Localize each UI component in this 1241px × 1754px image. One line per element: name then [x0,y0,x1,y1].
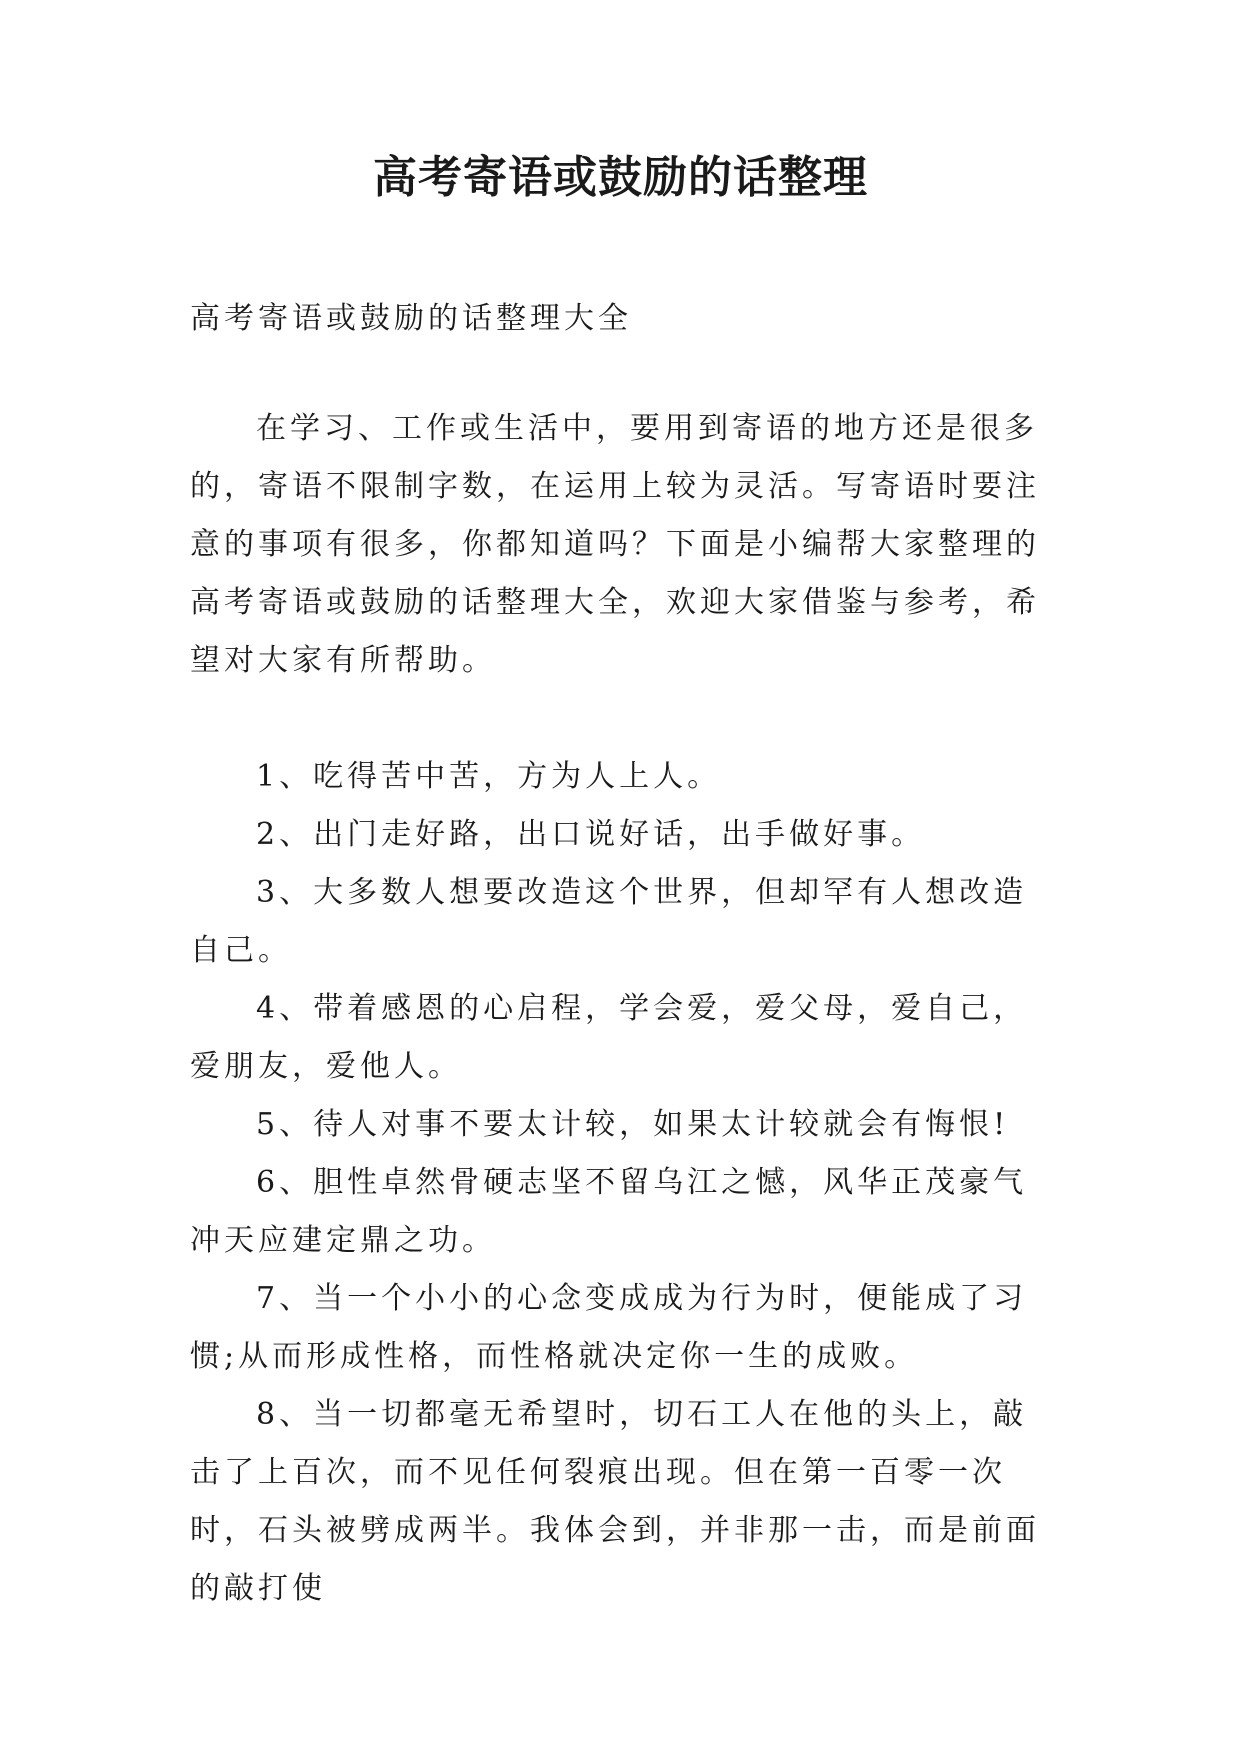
list-item: 6、胆性卓然骨硬志坚不留乌江之憾，风华正茂豪气冲天应建定鼎之功。 [190,1165,1028,1258]
list-item: 8、当一切都毫无希望时，切石工人在他的头上，敲击了上百次，而不见任何裂痕出现。但在第一百零一次时，石头被劈成两半。我体会到，并非那一击，而是前面的敲打使 [190,1397,1040,1606]
list-item: 4、带着感恩的心启程，学会爱，爱父母，爱自己，爱朋友，爱他人。 [190,991,1028,1084]
page-title: 高考寄语或鼓励的话整理 [373,152,868,203]
intro-paragraph: 在学习、工作或生活中，要用到寄语的地方还是很多的，寄语不限制字数，在运用上较为灵活。写寄语时要注意的事项有很多，你都知道吗？下面是小编帮大家整理的高考寄语或鼓励的话整理大全，欢迎大家借鉴与参考，希望对大家有所帮助。 [190,411,1040,678]
quote-list [190,748,1050,1618]
document-subtitle: 高考寄语或鼓励的话整理大全 [190,301,632,336]
list-item: 1、吃得苦中苦，方为人上人。 [256,759,722,794]
list-item: 5、待人对事不要太计较，如果太计较就会有悔恨! [256,1107,1010,1142]
list-item: 2、出门走好路，出口说好话，出手做好事。 [256,817,926,852]
list-item: 3、大多数人想要改造这个世界，但却罕有人想改造自己。 [190,875,1028,968]
list-item: 7、当一个小小的心念变成成为行为时，便能成了习惯;从而形成性格，而性格就决定你一生的成败。 [190,1281,1028,1374]
